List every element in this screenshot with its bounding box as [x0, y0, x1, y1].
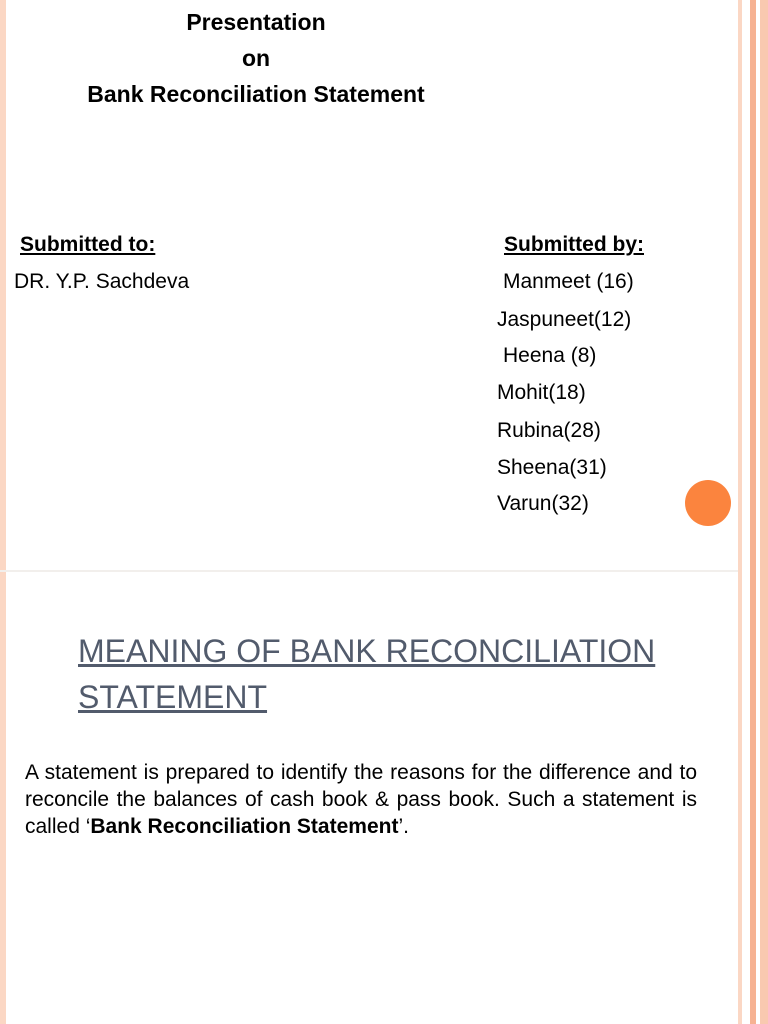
- member-item: Manmeet (16): [503, 270, 634, 293]
- member-item: Rubina(28): [497, 419, 601, 442]
- meaning-heading: [78, 628, 698, 720]
- meaning-heading-line1: MEANING OF BANK RECONCILIATION: [78, 633, 656, 669]
- meaning-heading-line2: STATEMENT: [78, 679, 268, 715]
- member-item: Sheena(31): [497, 456, 607, 479]
- title-line-on: on: [241, 45, 271, 71]
- right-border-gap: [742, 0, 750, 1024]
- member-item: Mohit(18): [497, 381, 586, 404]
- meaning-text-part2: ’.: [398, 815, 409, 838]
- meaning-text-part1: A statement is prepared to identify the reasons for the difference and to reconcile the balances of cash book & pass book. Such a statement is called ‘: [25, 761, 697, 838]
- member-item: Jaspuneet(12): [497, 308, 632, 331]
- title-line-subject: Bank Reconciliation Statement: [87, 81, 425, 107]
- submitted-to-heading: Submitted to:: [20, 233, 156, 256]
- title-line-presentation: Presentation: [186, 9, 326, 35]
- member-item: Varun(32): [497, 492, 589, 515]
- submitted-by-heading: Submitted by:: [504, 233, 644, 256]
- meaning-paragraph: [25, 759, 697, 840]
- member-item: Heena (8): [503, 344, 597, 367]
- submitted-to-name: DR. Y.P. Sachdeva: [14, 270, 190, 293]
- meaning-text-bold: Bank Reconciliation Statement: [90, 815, 399, 838]
- right-border-stripe: [760, 0, 768, 1024]
- orange-circle-decoration: [685, 480, 731, 526]
